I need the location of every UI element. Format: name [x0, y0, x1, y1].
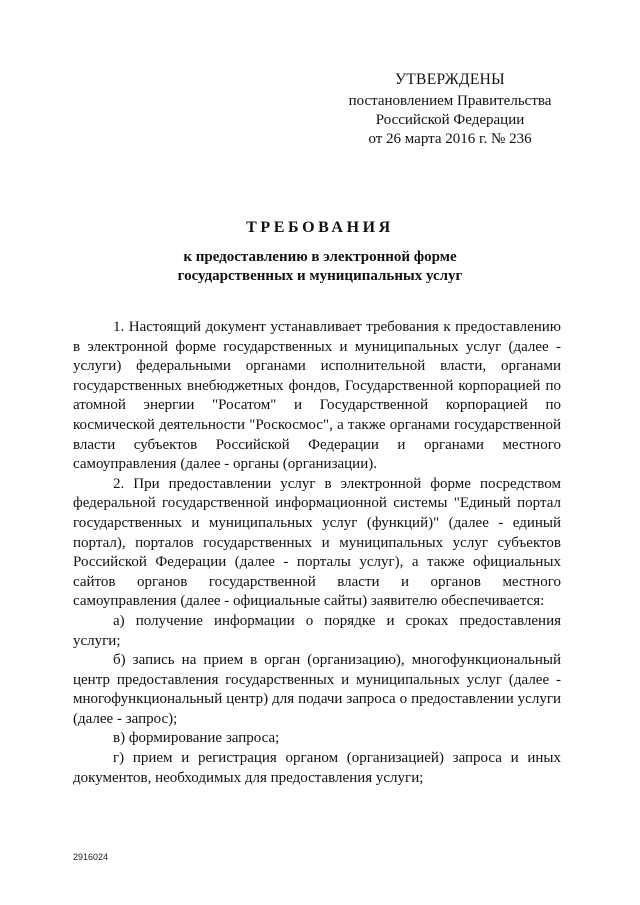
document-subtitle-line-1: к предоставлению в электронной форме: [183, 249, 457, 265]
paragraph-2g: г) прием и регистрация органом (организацией) запроса и иных документов, необходимых для предоставления услуги;: [73, 750, 561, 786]
document-subtitle-line-2: государственных и муниципальных услуг: [177, 268, 463, 284]
paragraph-2b: б) запись на прием в орган (организацию), многофункциональный центр предоставления государственных и муниципальных услуг (далее - многофункциональный центр) для подачи запроса о предоставлении услуги (далее - запрос);: [73, 652, 561, 727]
approval-line-3: от 26 марта 2016 г. № 236: [368, 131, 532, 147]
paragraph-2v: в) формирование запроса;: [113, 730, 280, 747]
approval-line-2: Российской Федерации: [375, 112, 525, 128]
document-heading: [60, 218, 580, 286]
paragraph-2: 2. При предоставлении услуг в электронной форме посредством федеральной государственной информационной системы "Единый портал государственных и муниципальных услуг (функций)" (далее - единый портал), порталов государственных и муниципальных услуг субъектов Российской Федерации (далее - порталы услуг), а также официальных сайтов органов государственной власти и органов местного самоуправления (далее - официальные сайты) заявителю обеспечивается:: [73, 475, 561, 610]
document-title: ТРЕБОВАНИЯ: [246, 219, 394, 236]
document-code: 2916024: [73, 852, 109, 862]
approval-line-1: постановлением Правительства: [348, 93, 552, 109]
paragraph-1: 1. Настоящий документ устанавливает требования к предоставлению в электронной форме государственных и муниципальных услуг (далее - услуги) федеральными органами исполнительной власти, органами государственных внебюджетных фондов, Государственной корпорацией по атомной энергии "Росатом" и Государственной корпорацией по космической деятельности "Роскосмос", а также органами государственной власти субъектов Российской Федерации и органами местного самоуправления (далее - органы (организации).: [73, 319, 561, 473]
document-body: [73, 318, 561, 788]
approval-stamp: УТВЕРЖДЕНЫ: [395, 71, 505, 88]
paragraph-2a: а) получение информации о порядке и сроках предоставления услуги;: [73, 612, 561, 649]
approval-block: [340, 70, 560, 149]
